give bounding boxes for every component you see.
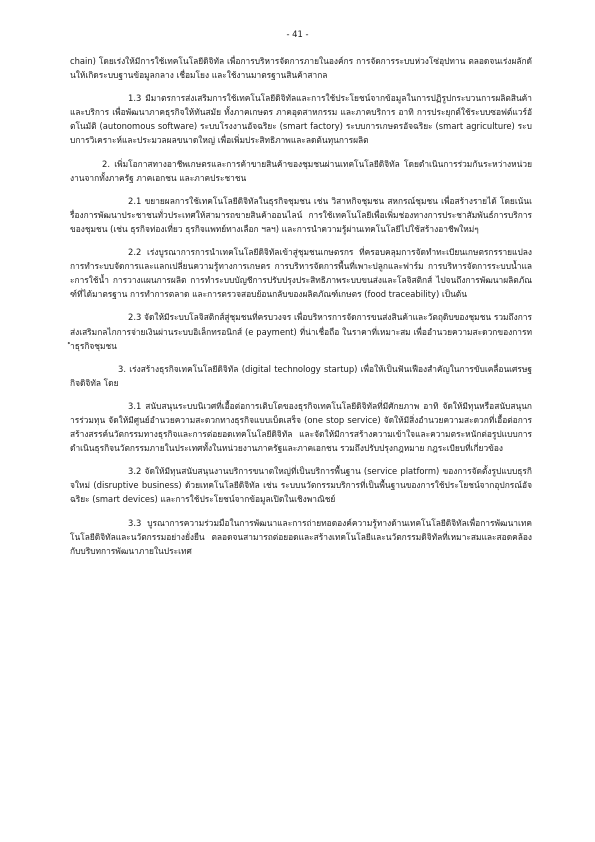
paragraph-1-3: 1.3 มีมาตรการส่งเสริมการใช้เทคโนโลยีดิจิทัลและการใช้ประโยชน์จากข้อมูลในการปฏิรูปกระบวนการผลิตสินค้าและบริการ เพื่อพัฒนาภาคธุรกิจให้ทันสมัย ทั้งภาคเกษตร ภาคอุตสาหกรรม และภาคบริการ อาทิ การประยุกต์ใช้ระบบซอฟต์แวร์อัตโนมัติ (autonomous software) ระบบโรงงานอัจฉริยะ (smart factory) ระบบการเกษตรอัจฉริยะ (smart agriculture) ระบบการวิเคราะห์และประมวลผลขนาดใหญ่ เพื่อเพิ่มประสิทธิภาพและลดต้นทุนการผลิต [70,93,532,146]
heading-3-digital-technology-startup: 3. เร่งสร้างธุรกิจเทคโนโลยีดิจิทัล (digital technology startup) เพื่อให้เป็นฟันเฟืองสำคัญในการขับเคลื่อนเศรษฐกิจดิจิทัล โดย [70,363,532,388]
paragraph-2-3: 2.3 จัดให้มีระบบโลจิสติกส์สู่ชุมชนที่ครบวงจร เพื่อบริหารการจัดการขนส่งสินค้าและวัตถุดิบของชุมชน รวมถึงการส่งเสริมกลไกการจ่ายเงินผ่านระบบอิเล็กทรอนิกส์ (e payment) ที่น่าเชื่อถือ ในราคาที่เหมาะสม เพื่ออำนวยความสะดวกของการทำธุรกิจชุมชน [70,312,532,351]
paragraph-2-2: 2.2 เร่งบูรณาการการนำเทคโนโลยีดิจิทัลเข้าสู่ชุมชนเกษตรกร ที่ครอบคลุมการจัดทำทะเบียนเกษตรกรรายแปลง การทำระบบจัดการและแลกเปลี่ยนความรู้ทางการเกษตร การบริหารจัดการพื้นที่เพาะปลูกและฟาร์ม การบริหารจัดการระบบน้ำและการใช้น้ำ การวางแผนการผลิต การทำระบบบัญชีการปรับปรุงประสิทธิภาพระบบขนส่งและโลจิสติกส์ ไปจนถึงการพัฒนาผลิตภัณฑ์ที่ได้มาตรฐาน การทำการตลาด และการตรวจสอบย้อนกลับของผลิตภัณฑ์เกษตร (food traceability) เป็นต้น [70,247,532,300]
paragraph-2-1: 2.1 ขยายผลการใช้เทคโนโลยีดิจิทัลในธุรกิจชุมชน เช่น วิสาหกิจชุมชน สหกรณ์ชุมชน เพื่อสร้างรายได้ โดยเน้นเรื่องการพัฒนาประชาชนทั่วประเทศให้สามารถขายสินค้าออนไลน์ การใช้เทคโนโลยีเพื่อเพิ่มช่องทางการประชาสัมพันธ์การบริการของชุมชน (เช่น ธุรกิจท่องเที่ยว ธุรกิจแพทย์ทางเลือก ฯลฯ) และการนำความรู้ผ่านเทคโนโลยีไปใช้สร้างอาชีพใหม่ๆ [70,195,532,234]
heading-2-community-digital-opportunity: 2. เพิ่มโอกาสทางอาชีพเกษตรและการค้าขายสินค้าของชุมชนผ่านเทคโนโลยีดิจิทัล โดยดำเนินการร่วมกันระหว่างหน่วยงานจากทั้งภาครัฐ ภาคเอกชน และภาคประชาชน [70,158,532,183]
page-body [70,54,532,558]
page-number: - 41 - [286,29,309,39]
paragraph-3-2: 3.2 จัดให้มีทุนสนับสนุนงานบริการขนาดใหญ่ที่เป็นบริการพื้นฐาน (service platform) ของการจัดตั้งรูปแบบธุรกิจใหม่ (disruptive business) ด้วยเทคโนโลยีดิจิทัล เช่น ระบบนวัตกรรมบริการที่เป็นพื้นฐานของการใช้ประโยชน์จากอุปกรณ์อัจฉริยะ (smart devices) และการใช้ประโยชน์จากข้อมูลเปิดในเชิงพาณิชย์ [70,466,532,505]
paragraph-3-1: 3.1 สนับสนุนระบบนิเวศที่เอื้อต่อการเติบโตของธุรกิจเทคโนโลยีดิจิทัลที่มีศักยภาพ อาทิ จัดให้มีทุนหรือสนับสนุนการร่วมทุน จัดให้มีศูนย์อำนวยความสะดวกทางธุรกิจแบบเบ็ดเสร็จ (one stop service) จัดให้มีสิ่งอำนวยความสะดวกที่เอื้อต่อการสร้างสรรค์นวัตกรรมทางธุรกิจและการต่อยอดเทคโนโลยีดิจิทัล และจัดให้มีการสร้างความเข้าใจและความตระหนักต่อรูปแบบการดำเนินธุรกิจนวัตกรรมภายในประเทศทั้งในหน่วยงานภาครัฐและภาคเอกชน รวมถึงปรับปรุงกฎหมาย กฎระเบียบที่เกี่ยวข้อง [70,400,532,454]
paragraph-3-3: 3.3 บูรณาการความร่วมมือในการพัฒนาและการถ่ายทอดองค์ความรู้ทางด้านเทคโนโลยีดิจิทัลเพื่อการพัฒนาเทคโนโลยีดิจิทัลและนวัตกรรมอย่างยั่งยืน ตลอดจนสามารถต่อยอดและสร้างเทคโนโลยีและนวัตกรรมดิจิทัลที่เหมาะสมและสอดคล้องกับบริบทการพัฒนาภายในประเทศ [70,517,532,556]
paragraph-continuation: chain) โดยเร่งให้มีการใช้เทคโนโลยีดิจิทัล เพื่อการบริหารจัดการภายในองค์กร การจัดการระบบห่วงโซ่อุปทาน ตลอดจนเร่งผลักดันให้เกิดระบบฐานข้อมูลกลาง เชื่อมโยง และใช้งานมาตรฐานสินค้าสากล [70,56,532,81]
